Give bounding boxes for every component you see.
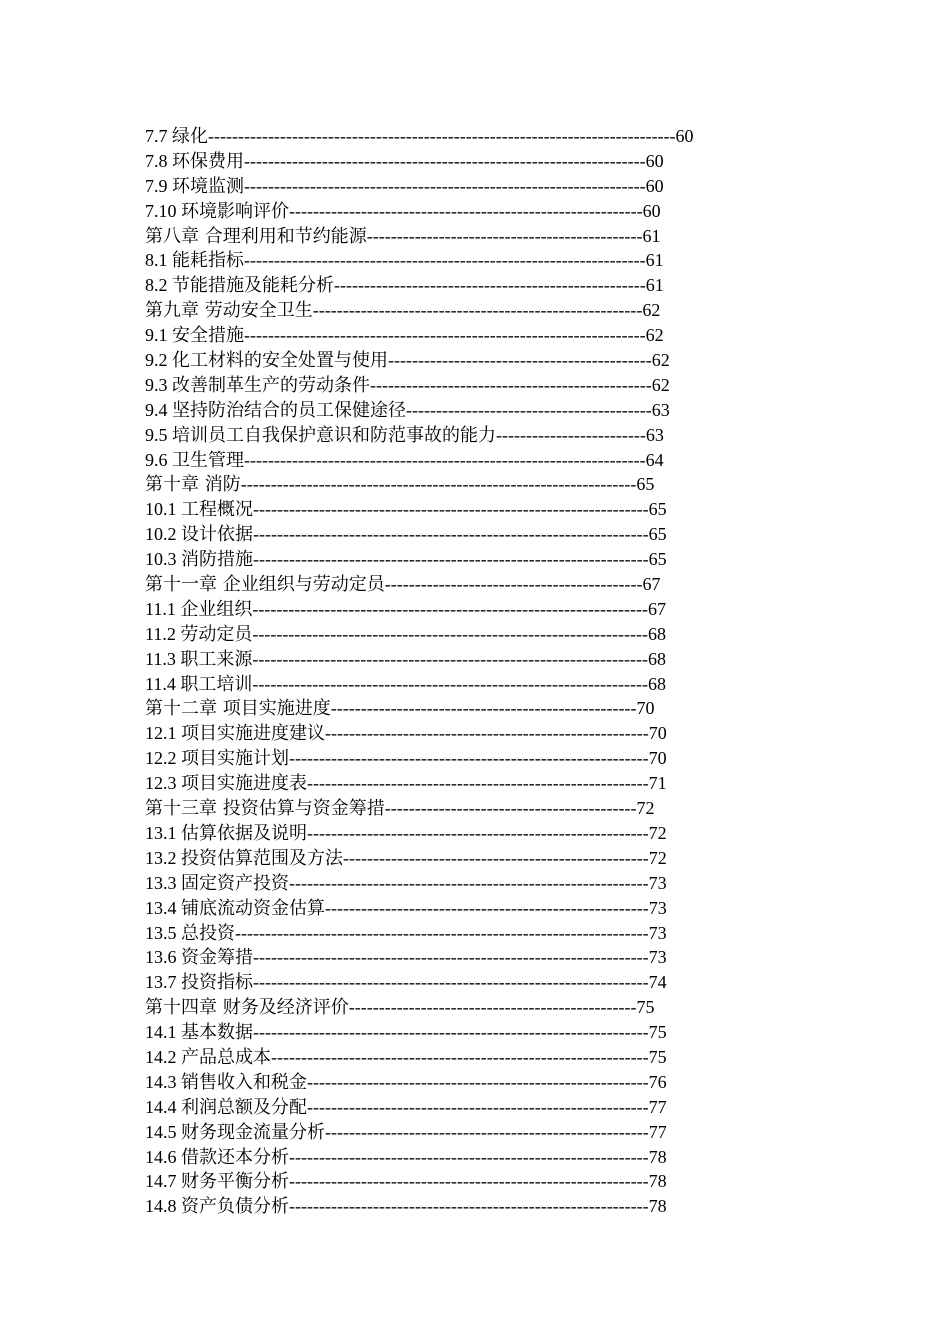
toc-entry-number: 14.1: [145, 1022, 181, 1043]
toc-entry-title: 职工来源: [180, 648, 253, 670]
toc-entry-title: 第九章 劳动安全卫生: [145, 300, 313, 322]
toc-entry-title: 固定资产投资: [181, 872, 289, 894]
toc-page-number: 71: [648, 773, 667, 794]
toc-page-number: 64: [645, 449, 664, 470]
toc-entry-number: 7.9: [145, 175, 172, 196]
toc-leader: -------------------------------------------------------------------: [244, 250, 646, 271]
toc-leader: ------------------------------------------------------------------: [240, 474, 637, 495]
toc-entry-number: 11.4: [145, 673, 181, 694]
toc-entry-title: 资金筹措: [181, 947, 253, 969]
toc-entry[interactable]: [145, 846, 805, 871]
toc-entry[interactable]: [145, 522, 805, 547]
toc-entry-number: 13.1: [145, 822, 181, 843]
toc-entry-title: 绿化: [172, 126, 208, 147]
toc-entry[interactable]: [145, 672, 805, 697]
toc-entry[interactable]: [145, 124, 805, 149]
toc-leader: ------------------------------------------------------------: [289, 872, 649, 893]
toc-entry[interactable]: [145, 871, 805, 896]
toc-entry-number: 11.3: [145, 648, 181, 669]
toc-leader: ------------------------------------------------: [348, 997, 637, 1018]
toc-page-number: 77: [648, 1096, 667, 1117]
toc-entry-number: 13.2: [145, 847, 181, 868]
toc-page-number: 72: [648, 822, 667, 843]
toc-entry[interactable]: [145, 323, 805, 348]
toc-entry-number: 13.5: [145, 922, 181, 943]
toc-leader: ------------------------------------------------------: [325, 897, 649, 918]
toc-leader: -------------------------------------------------------------------: [244, 175, 646, 196]
toc-leader: -----------------------------------------------: [370, 374, 652, 395]
toc-page-number: 62: [645, 325, 664, 346]
toc-page-number: 67: [642, 574, 661, 595]
toc-entry[interactable]: [145, 547, 805, 572]
toc-leader: ----------------------------------------------: [366, 225, 643, 246]
toc-entry[interactable]: [145, 896, 805, 921]
toc-leader: ---------------------------------------------------: [343, 847, 649, 868]
toc-page-number: 75: [636, 997, 655, 1018]
toc-leader: -----------------------------------------: [406, 399, 652, 420]
toc-entry-title: 化工材料的安全处置与使用: [172, 350, 388, 372]
toc-entry-title: 能耗指标: [172, 250, 244, 272]
toc-leader: ---------------------------------------------------------: [307, 1071, 649, 1092]
toc-page-number: 68: [647, 673, 666, 694]
toc-entry-title: 投资估算范围及方法: [181, 847, 343, 869]
toc-page-number: 73: [648, 922, 667, 943]
toc-page-number: 68: [647, 648, 666, 669]
toc-entry[interactable]: [145, 821, 805, 846]
toc-entry-title: 企业组织: [180, 598, 253, 620]
toc-entry-title: 总投资: [181, 922, 235, 944]
toc-leader: ------------------------------------------------------------------: [253, 499, 649, 520]
toc-page-number: 60: [675, 126, 694, 146]
toc-page-number: 61: [642, 225, 661, 246]
toc-entry[interactable]: [145, 572, 805, 597]
toc-entry-number: 14.2: [145, 1046, 181, 1067]
toc-entry[interactable]: [145, 796, 805, 821]
toc-page-number: 78: [648, 1171, 667, 1192]
toc-entry-number: 9.5: [145, 424, 172, 445]
toc-entry[interactable]: [145, 472, 805, 497]
toc-entry-title: 第十二章 项目实施进度: [145, 698, 331, 720]
toc-entry-number: 12.3: [145, 773, 181, 794]
toc-entry-title: 产品总成本: [181, 1046, 271, 1068]
toc-page-number: 75: [648, 1046, 667, 1067]
toc-entry-number: 13.6: [145, 947, 181, 968]
toc-entry-number: 9.6: [145, 449, 172, 470]
toc-page-number: 61: [645, 275, 664, 296]
toc-entry[interactable]: [145, 1020, 805, 1045]
toc-page-number: 65: [636, 474, 655, 495]
toc-entry-title: 投资指标: [181, 972, 253, 994]
toc-page-number: 60: [642, 200, 661, 221]
toc-leader: ------------------------------------------------------------------: [252, 623, 648, 644]
toc-page-number: 60: [645, 150, 664, 171]
toc-leader: ------------------------------------------------------------------: [253, 947, 649, 968]
toc-entry-title: 培训员工自我保护意识和防范事故的能力: [172, 424, 496, 446]
toc-page-number: 65: [648, 549, 667, 570]
toc-leader: -------------------------------------------------------------------: [244, 325, 646, 346]
toc-entry-number: 8.2: [145, 275, 172, 296]
toc-page-number: 67: [647, 598, 666, 619]
toc-page-number: 73: [648, 897, 667, 918]
toc-entry-number: 7.7: [145, 126, 172, 146]
toc-page-number: 72: [636, 798, 655, 819]
toc-leader: ---------------------------------------------------------: [307, 822, 649, 843]
toc-leader: ---------------------------------------------------------: [307, 773, 649, 794]
toc-page-number: 78: [648, 1146, 667, 1167]
toc-entry-title: 坚持防治结合的员工保健途径: [172, 399, 406, 421]
toc-entry-title: 第十四章 财务及经济评价: [145, 997, 349, 1019]
toc-entry[interactable]: [145, 497, 805, 522]
toc-leader: ------------------------------------------------------------------: [252, 673, 648, 694]
toc-page-number: 62: [651, 350, 670, 371]
toc-entry[interactable]: [145, 348, 805, 373]
toc-page-number: 76: [648, 1071, 667, 1092]
toc-entry-title: 环境影响评价: [181, 200, 289, 222]
toc-leader: ------------------------------------------------------------: [289, 1146, 649, 1167]
toc-entry[interactable]: [145, 224, 805, 249]
toc-entry[interactable]: [145, 174, 805, 199]
toc-entry-title: 消防措施: [181, 549, 253, 571]
toc-leader: ------------------------------------------------------------: [289, 1171, 649, 1192]
toc-page-number: 68: [647, 623, 666, 644]
toc-page-number: 63: [651, 399, 670, 420]
table-of-contents: [145, 124, 805, 1219]
toc-leader: ---------------------------------------------------------------------: [235, 922, 649, 943]
toc-page-number: 62: [642, 300, 661, 321]
toc-entry-number: 13.3: [145, 872, 181, 893]
toc-entry[interactable]: [145, 921, 805, 946]
toc-entry-title: 财务平衡分析: [181, 1171, 289, 1193]
toc-entry-title: 项目实施进度表: [181, 773, 307, 795]
toc-entry-number: 13.7: [145, 972, 181, 993]
toc-page-number: 72: [648, 847, 667, 868]
toc-entry[interactable]: [145, 199, 805, 224]
toc-entry-title: 估算依据及说明: [181, 822, 307, 844]
toc-entry[interactable]: [145, 995, 805, 1020]
toc-entry[interactable]: [145, 945, 805, 970]
toc-entry-title: 第十三章 投资估算与资金筹措: [145, 798, 385, 820]
toc-page-number: 73: [648, 872, 667, 893]
toc-entry-title: 第十一章 企业组织与劳动定员: [145, 574, 385, 596]
toc-entry-number: 13.4: [145, 897, 181, 918]
toc-entry-number: 12.1: [145, 723, 181, 744]
toc-entry-title: 项目实施进度建议: [181, 723, 325, 745]
toc-entry-title: 环保费用: [172, 150, 244, 172]
toc-leader: ------------------------------------------------------------------: [253, 972, 649, 993]
toc-entry-title: 资产负债分析: [181, 1196, 289, 1218]
toc-entry-number: 8.1: [145, 250, 172, 271]
toc-page-number: 70: [648, 748, 667, 769]
toc-leader: ------------------------------------------------------------------------------: [208, 126, 676, 146]
toc-leader: ------------------------------------------: [384, 798, 637, 819]
toc-entry[interactable]: [145, 622, 805, 647]
toc-leader: --------------------------------------------: [388, 350, 652, 371]
toc-leader: -------------------------------------------------------------------: [244, 449, 646, 470]
toc-entry-number: 9.2: [145, 350, 172, 371]
toc-entry[interactable]: [145, 1169, 805, 1194]
toc-entry-number: 10.2: [145, 524, 181, 545]
toc-page-number: 74: [648, 972, 667, 993]
toc-entry-title: 卫生管理: [172, 449, 244, 471]
toc-leader: ------------------------------------------------------------------: [253, 549, 649, 570]
toc-entry[interactable]: [145, 1070, 805, 1095]
toc-leader: ---------------------------------------------------------: [307, 1096, 649, 1117]
toc-leader: -----------------------------------------------------------: [289, 200, 643, 221]
toc-entry-title: 基本数据: [181, 1022, 253, 1044]
toc-entry-title: 改善制革生产的劳动条件: [172, 374, 370, 396]
toc-entry-title: 财务现金流量分析: [181, 1121, 325, 1143]
toc-entry-number: 9.1: [145, 325, 172, 346]
toc-leader: ------------------------------------------------------------------: [252, 648, 648, 669]
toc-entry-title: 销售收入和税金: [181, 1071, 307, 1093]
toc-entry-title: 利润总额及分配: [181, 1096, 307, 1118]
toc-entry-number: 9.3: [145, 374, 172, 395]
toc-leader: ---------------------------------------------------: [330, 698, 637, 719]
toc-entry[interactable]: [145, 298, 805, 323]
toc-leader: ------------------------------------------------------------------: [253, 1022, 649, 1043]
toc-leader: ------------------------------------------------------------: [289, 748, 649, 769]
toc-entry-number: 14.4: [145, 1096, 181, 1117]
toc-entry-title: 职工培训: [180, 673, 253, 695]
toc-leader: ---------------------------------------------------------------: [271, 1046, 649, 1067]
toc-entry-number: 7.8: [145, 150, 172, 171]
toc-entry[interactable]: [145, 696, 805, 721]
toc-page-number: 60: [645, 175, 664, 196]
toc-leader: ------------------------------------------------------------------: [252, 598, 648, 619]
toc-entry-number: 7.10: [145, 200, 181, 221]
toc-entry[interactable]: [145, 273, 805, 298]
toc-entry[interactable]: [145, 1045, 805, 1070]
toc-entry[interactable]: [145, 448, 805, 473]
toc-entry-title: 设计依据: [181, 524, 253, 546]
toc-entry[interactable]: [145, 149, 805, 174]
toc-entry-title: 工程概况: [181, 499, 253, 521]
toc-entry-title: 第八章 合理利用和节约能源: [145, 225, 367, 247]
toc-page-number: 65: [648, 499, 667, 520]
toc-entry-number: 11.1: [145, 598, 181, 619]
toc-entry[interactable]: [145, 1120, 805, 1145]
toc-leader: -------------------------------------------------------: [312, 300, 643, 321]
toc-entry-number: 14.8: [145, 1196, 181, 1217]
toc-entry-title: 项目实施计划: [181, 748, 289, 770]
toc-entry[interactable]: [145, 373, 805, 398]
toc-leader: -------------------------------------------------------------------: [244, 150, 646, 171]
toc-entry[interactable]: [145, 771, 805, 796]
toc-entry[interactable]: [145, 970, 805, 995]
toc-entry[interactable]: [145, 1194, 805, 1219]
toc-leader: ------------------------------------------------------: [325, 723, 649, 744]
toc-entry-number: 11.2: [145, 623, 181, 644]
toc-page-number: 61: [645, 250, 664, 271]
toc-page-number: 63: [645, 424, 664, 445]
toc-entry-number: 14.3: [145, 1071, 181, 1092]
toc-entry-number: 9.4: [145, 399, 172, 420]
toc-page-number: 70: [636, 698, 655, 719]
toc-page-number: 78: [648, 1196, 667, 1217]
toc-entry-title: 节能措施及能耗分析: [172, 275, 334, 297]
toc-leader: ------------------------------------------------------------: [289, 1196, 649, 1217]
toc-page-number: 62: [651, 374, 670, 395]
toc-leader: ----------------------------------------------------: [334, 275, 646, 296]
toc-entry[interactable]: [145, 597, 805, 622]
toc-entry-number: 10.1: [145, 499, 181, 520]
toc-entry-number: 14.5: [145, 1121, 181, 1142]
toc-page-number: 73: [648, 947, 667, 968]
toc-entry[interactable]: [145, 398, 805, 423]
toc-entry[interactable]: [145, 248, 805, 273]
toc-leader: -------------------------: [496, 424, 646, 445]
toc-entry-title: 第十章 消防: [145, 474, 241, 496]
toc-entry-title: 环境监测: [172, 175, 244, 197]
toc-leader: -------------------------------------------: [384, 574, 643, 595]
toc-page-number: 70: [648, 723, 667, 744]
toc-entry-title: 铺底流动资金估算: [181, 897, 325, 919]
toc-entry[interactable]: [145, 647, 805, 672]
toc-page-number: 77: [648, 1121, 667, 1142]
toc-entry-title: 劳动定员: [180, 623, 253, 645]
toc-page-number: 65: [648, 524, 667, 545]
toc-entry-title: 借款还本分析: [181, 1146, 289, 1168]
toc-entry-number: 12.2: [145, 748, 181, 769]
toc-entry-number: 14.7: [145, 1171, 181, 1192]
toc-page-number: 75: [648, 1022, 667, 1043]
toc-entry-number: 14.6: [145, 1146, 181, 1167]
toc-entry[interactable]: [145, 423, 805, 448]
toc-entry[interactable]: [145, 1145, 805, 1170]
toc-entry[interactable]: [145, 721, 805, 746]
toc-entry-number: 10.3: [145, 549, 181, 570]
toc-leader: ------------------------------------------------------: [325, 1121, 649, 1142]
toc-leader: ------------------------------------------------------------------: [253, 524, 649, 545]
toc-entry-title: 安全措施: [172, 325, 244, 347]
toc-entry[interactable]: [145, 746, 805, 771]
toc-entry[interactable]: [145, 1095, 805, 1120]
